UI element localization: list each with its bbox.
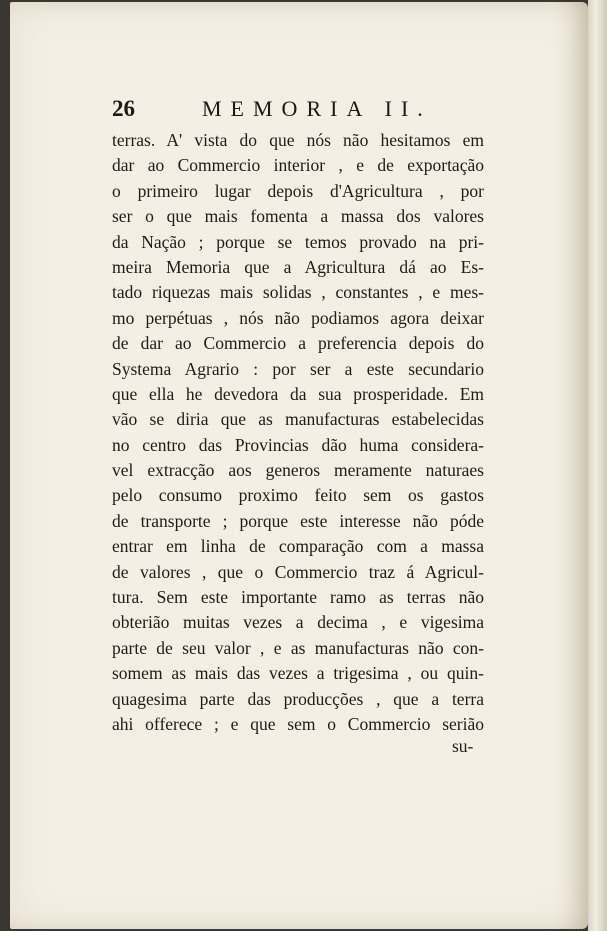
text-line: meira Memoria que a Agricultura dá ao Es- <box>112 256 484 277</box>
page-header <box>112 96 502 126</box>
text-line: somem as mais das vezes a trigesima , ou quin- <box>112 663 484 684</box>
text-line: que ella he devedora da sua prosperidade. Em <box>112 383 484 404</box>
text-line: vão se diria que as manufacturas estabelecidas <box>112 409 484 430</box>
running-title: MEMORIA II. <box>202 96 432 121</box>
text-line: mo perpétuas , nós não podiamos agora deixar <box>112 307 484 328</box>
text-line: quagesima parte das producções , que a terra <box>112 688 484 709</box>
text-line: vel extracção aos generos meramente naturaes <box>112 460 484 481</box>
text-line: parte de seu valor , e as manufacturas não con- <box>112 637 484 658</box>
catchword: su- <box>452 736 474 756</box>
text-line: ahi offerece ; e que sem o Commercio serião <box>112 713 484 734</box>
page-edge <box>588 0 607 931</box>
text-line: entrar em linha de comparação com a massa <box>112 536 484 557</box>
text-line: terras. A' vista do que nós não hesitamos em <box>112 130 484 150</box>
text-line: pelo consumo proximo feito sem os gastos <box>112 485 484 506</box>
text-line: dar ao Commercio interior , e de exportação <box>112 155 484 176</box>
text-line: da Nação ; porque se temos provado na pri- <box>112 231 484 252</box>
text-line: tura. Sem este importante ramo as terras não <box>112 587 484 608</box>
page-number: 26 <box>112 96 135 121</box>
text-line: obterião muitas vezes a decima , e vigesima <box>112 612 484 633</box>
body-text <box>112 128 484 737</box>
text-line: o primeiro lugar depois d'Agricultura , por <box>112 180 484 201</box>
text-line: de transporte ; porque este interesse não póde <box>112 510 484 531</box>
text-line: Systema Agrario : por ser a este secundario <box>112 358 484 379</box>
text-line: de valores , que o Commercio traz á Agricul- <box>112 561 484 582</box>
text-line: ser o que mais fomenta a massa dos valores <box>112 206 484 227</box>
text-line: de dar ao Commercio a preferencia depois do <box>112 333 484 354</box>
text-line: no centro das Provincias dão huma considera- <box>112 434 484 455</box>
text-line: tado riquezas mais solidas , constantes , e mes- <box>112 282 484 303</box>
